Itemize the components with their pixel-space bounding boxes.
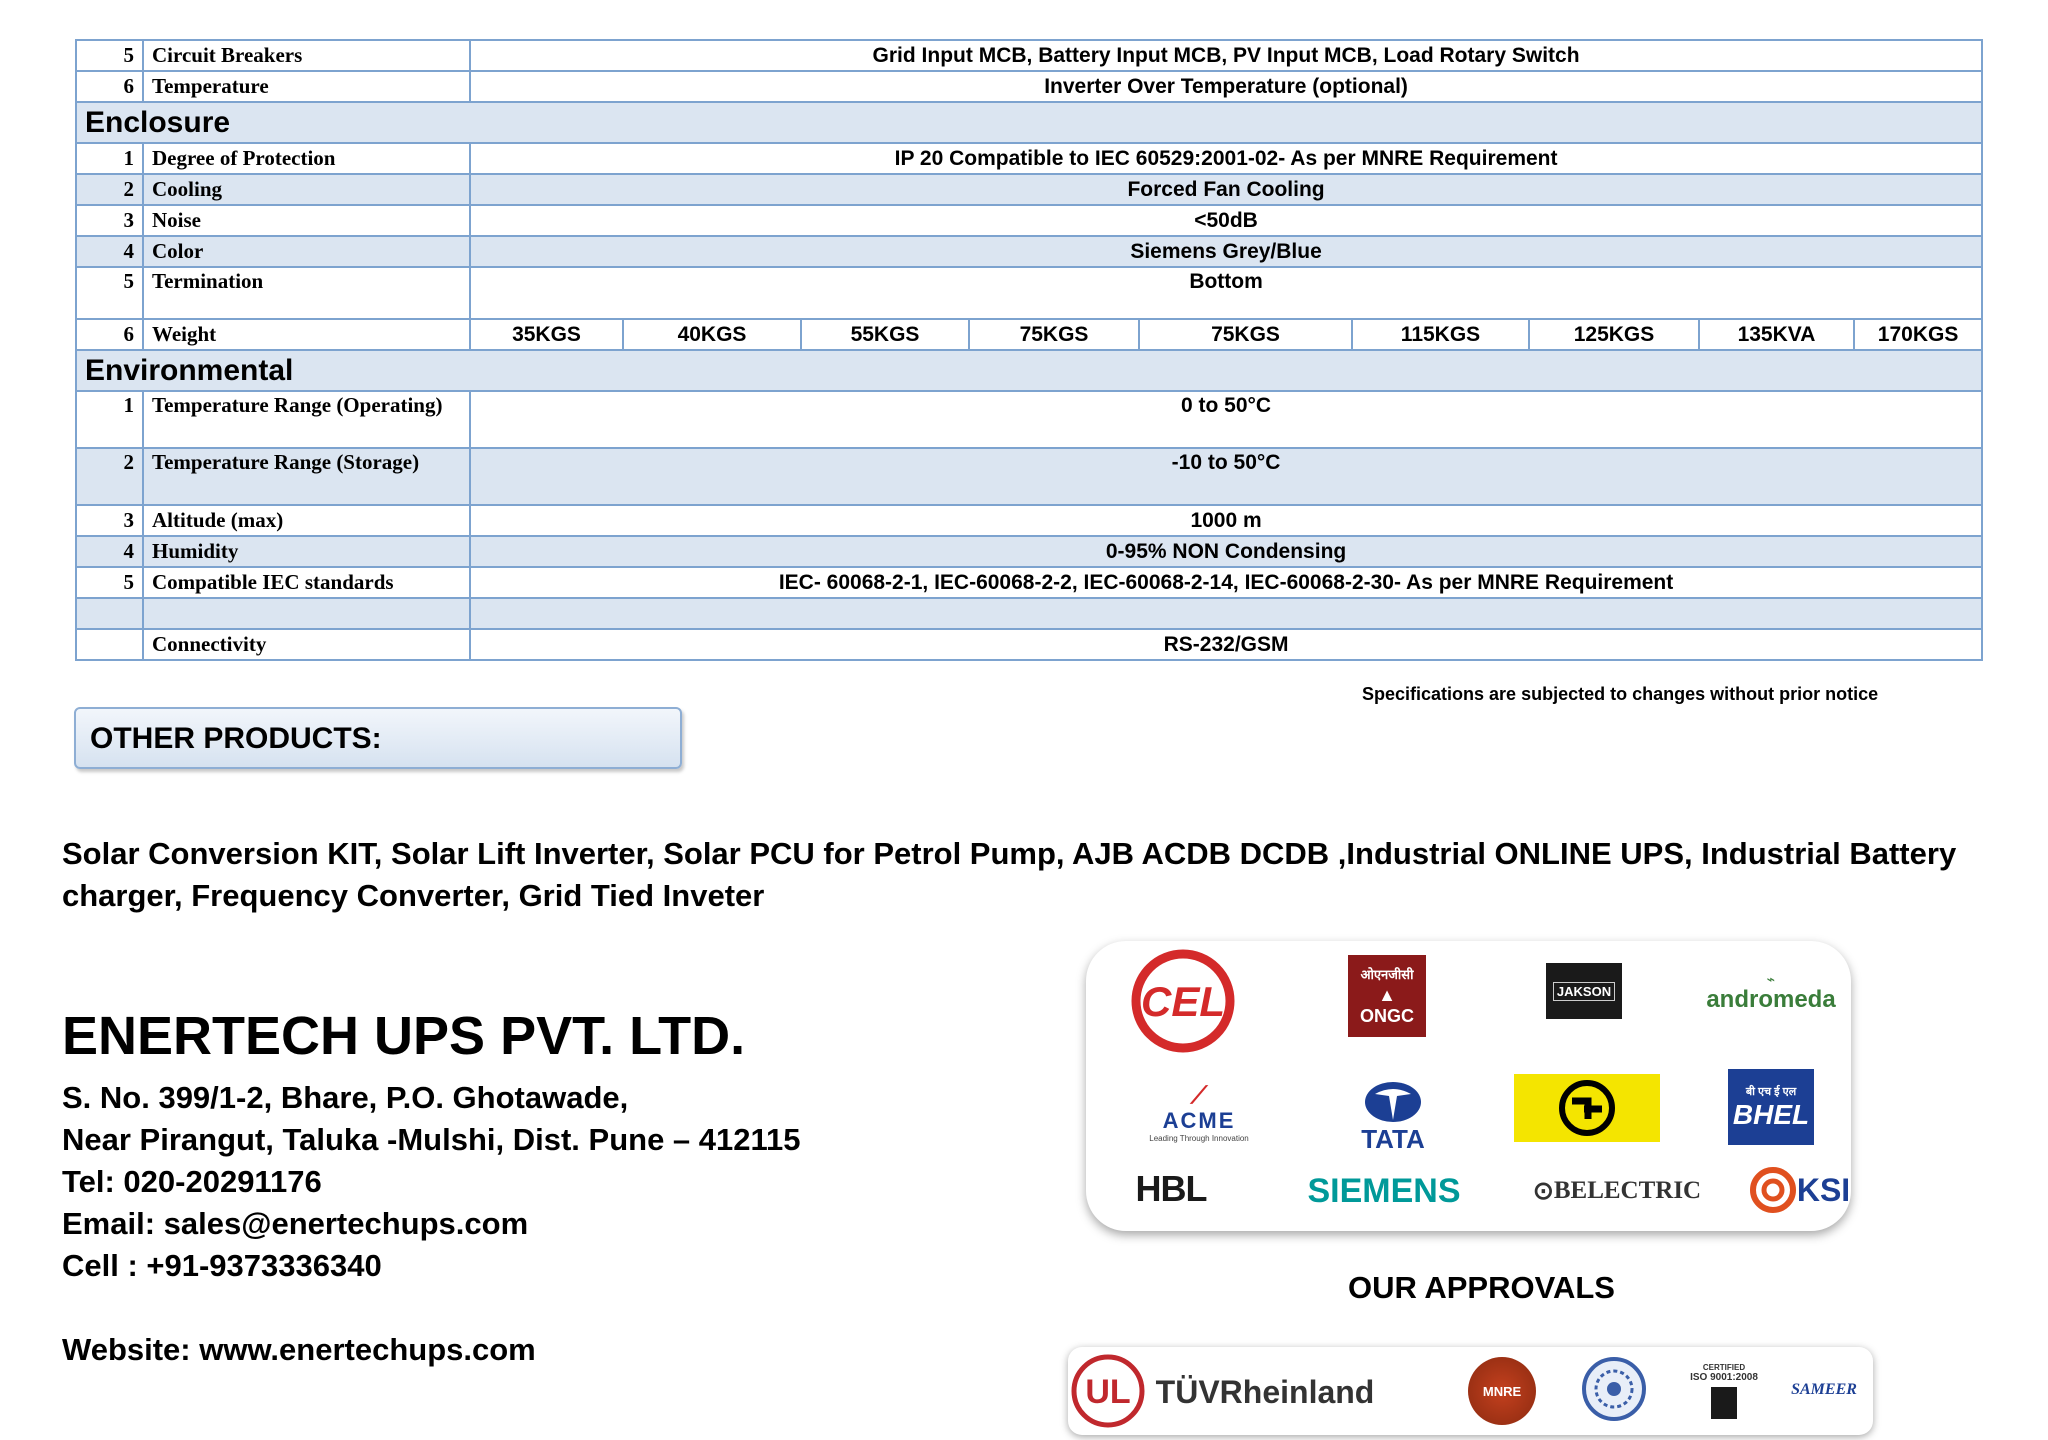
ksi-logo-text: KSI <box>1796 1171 1851 1208</box>
row-number: 6 <box>76 319 143 350</box>
table-row <box>76 536 1982 567</box>
jakson-logo <box>1546 963 1622 1019</box>
table-row <box>76 391 1982 448</box>
row-number: 3 <box>76 505 143 536</box>
ksi-logo <box>1748 1163 1851 1217</box>
ul-logo-text: UL <box>1085 1373 1131 1411</box>
belectric-logo: ⊙ BELECTRIC <box>1532 1177 1702 1205</box>
row-label: Noise <box>143 205 470 236</box>
tuv-logo <box>1155 1367 1375 1417</box>
section-header-row <box>76 350 1982 391</box>
bhel-logo-hindi: बी एच ई एल <box>1745 1085 1797 1098</box>
sameer-logo-text: SAMEER <box>1791 1381 1857 1398</box>
bhel-logo <box>1728 1069 1814 1145</box>
ul-logo <box>1070 1353 1146 1429</box>
tata-logo-text: TATA <box>1361 1123 1425 1154</box>
row-label: Humidity <box>143 536 470 567</box>
weight-value: 115KGS <box>1352 319 1529 350</box>
acme-logo-text: ACME <box>1162 1107 1236 1133</box>
row-value: Forced Fan Cooling <box>470 174 1982 205</box>
row-label: Cooling <box>143 174 470 205</box>
row-label: Temperature <box>143 71 470 102</box>
approvals-title: OUR APPROVALS <box>1348 1270 1615 1305</box>
row-label: Altitude (max) <box>143 505 470 536</box>
weight-value: 55KGS <box>801 319 969 350</box>
table-row <box>76 629 1982 660</box>
section-header-row <box>76 102 1982 143</box>
row-value: 0 to 50°C <box>470 391 1982 448</box>
row-value: <50dB <box>470 205 1982 236</box>
cell-number: Cell : +91-9373336340 <box>62 1248 382 1283</box>
address-line-2: Near Pirangut, Taluka -Mulshi, Dist. Pune – 412115 <box>62 1122 801 1157</box>
other-products-header <box>74 707 682 769</box>
bhel-logo-text: BHEL <box>1732 1098 1810 1130</box>
row-number: 4 <box>76 236 143 267</box>
other-products-list: Solar Conversion KIT, Solar Lift Inverter, Solar PCU for Petrol Pump, AJB ACDB DCDB ,Industrial ONLINE UPS, Industrial Battery charger, Frequency Converter, Grid Tied Inveter <box>62 836 1957 913</box>
table-row <box>76 267 1982 319</box>
section-title-environmental: Environmental <box>76 350 1982 391</box>
row-value: IEC- 60068-2-1, IEC-60068-2-2, IEC-60068-2-14, IEC-60068-2-30- As per MNRE Requirement <box>470 567 1982 598</box>
row-value: -10 to 50°C <box>470 448 1982 505</box>
table-row <box>76 40 1982 71</box>
row-value: Bottom <box>470 267 1982 319</box>
hbl-logo-text: HBL <box>1135 1168 1207 1209</box>
acme-tagline: Leading Through Innovation <box>1149 1133 1249 1143</box>
table-row <box>76 448 1982 505</box>
weight-value: 35KGS <box>470 319 623 350</box>
andromeda-logo: ⌁ andromeda <box>1706 971 1836 1013</box>
table-row <box>76 71 1982 102</box>
sameer-logo <box>1784 1357 1864 1423</box>
client-logos-panel <box>1086 941 1851 1231</box>
mnre-logo-text: MNRE <box>1482 1383 1522 1399</box>
weight-value: 75KGS <box>969 319 1139 350</box>
row-label: Termination <box>143 267 470 319</box>
row-label: Degree of Protection <box>143 143 470 174</box>
telephone: Tel: 020-20291176 <box>62 1164 322 1199</box>
row-number <box>76 598 143 629</box>
row-number: 2 <box>76 448 143 505</box>
tuv-logo-text: TÜVRheinland <box>1155 1373 1375 1410</box>
row-label: Connectivity <box>143 629 470 660</box>
row-number: 5 <box>76 267 143 319</box>
row-number: 3 <box>76 205 143 236</box>
row-number <box>76 629 143 660</box>
row-label: Temperature Range (Storage) <box>143 448 470 505</box>
section-title-enclosure: Enclosure <box>76 102 1982 143</box>
belectric-logo-text: BELECTRIC <box>1553 1177 1702 1204</box>
spec-notice: Specifications are subjected to changes without prior notice <box>1362 684 1879 704</box>
other-products-heading: OTHER PRODUCTS: <box>90 722 382 755</box>
company-name: ENERTECH UPS PVT. LTD. <box>62 1006 746 1066</box>
table-row <box>76 205 1982 236</box>
lt-logo <box>1514 1074 1660 1142</box>
row-value: 0-95% NON Condensing <box>470 536 1982 567</box>
row-value: Inverter Over Temperature (optional) <box>470 71 1982 102</box>
andromeda-logo-text: andromeda <box>1706 986 1836 1013</box>
row-label <box>143 598 470 629</box>
weight-value: 75KGS <box>1139 319 1352 350</box>
row-number: 5 <box>76 567 143 598</box>
row-value: IP 20 Compatible to IEC 60529:2001-02- As per MNRE Requirement <box>470 143 1982 174</box>
email: Email: sales@enertechups.com <box>62 1206 529 1241</box>
ongc-logo: ओएनजीसी ▲ ONGC <box>1348 955 1426 1037</box>
table-row <box>76 567 1982 598</box>
mnre-logo <box>1468 1357 1536 1425</box>
spec-table <box>75 39 1983 661</box>
row-label: Color <box>143 236 470 267</box>
row-number: 4 <box>76 536 143 567</box>
row-value: 1000 m <box>470 505 1982 536</box>
row-value: Grid Input MCB, Battery Input MCB, PV Input MCB, Load Rotary Switch <box>470 40 1982 71</box>
row-label: Weight <box>143 319 470 350</box>
row-number: 5 <box>76 40 143 71</box>
table-row <box>76 143 1982 174</box>
iso-logo <box>1674 1351 1774 1431</box>
row-value: RS-232/GSM <box>470 629 1982 660</box>
row-label: Temperature Range (Operating) <box>143 391 470 448</box>
cel-logo <box>1130 948 1236 1054</box>
row-value <box>470 598 1982 629</box>
emblem-icon <box>1580 1355 1648 1423</box>
weight-value: 135KVA <box>1699 319 1854 350</box>
row-number: 1 <box>76 143 143 174</box>
jakson-logo-text: JAKSON <box>1553 982 1615 1001</box>
hbl-logo <box>1116 1169 1226 1209</box>
row-number: 6 <box>76 71 143 102</box>
table-row <box>76 236 1982 267</box>
iso-logo-text: ISO 9001:2008 <box>1690 1372 1758 1383</box>
cel-logo-text: CEL <box>1141 978 1225 1025</box>
weight-value: 40KGS <box>623 319 801 350</box>
row-label: Compatible IEC standards <box>143 567 470 598</box>
siemens-logo <box>1296 1169 1472 1213</box>
row-number: 2 <box>76 174 143 205</box>
ongc-logo-hindi: ओएनजीसी <box>1360 967 1414 982</box>
website: Website: www.enertechups.com <box>62 1332 536 1367</box>
tata-logo <box>1348 1076 1438 1158</box>
weight-value: 170KGS <box>1854 319 1982 350</box>
acme-logo: ⟋ ACME Leading Through Innovation <box>1149 1081 1249 1143</box>
approvals-logos-panel <box>1068 1347 1873 1435</box>
ongc-logo-text: ONGC <box>1360 1006 1414 1026</box>
weight-value: 125KGS <box>1529 319 1699 350</box>
table-row-empty <box>76 598 1982 629</box>
table-row <box>76 174 1982 205</box>
iso-certified-text: CERTIFIED <box>1702 1363 1746 1372</box>
row-label: Circuit Breakers <box>143 40 470 71</box>
siemens-logo-text: SIEMENS <box>1307 1171 1461 1210</box>
row-number: 1 <box>76 391 143 448</box>
weight-row <box>76 319 1982 350</box>
address-line-1: S. No. 399/1-2, Bhare, P.O. Ghotawade, <box>62 1080 629 1115</box>
table-row <box>76 505 1982 536</box>
row-value: Siemens Grey/Blue <box>470 236 1982 267</box>
